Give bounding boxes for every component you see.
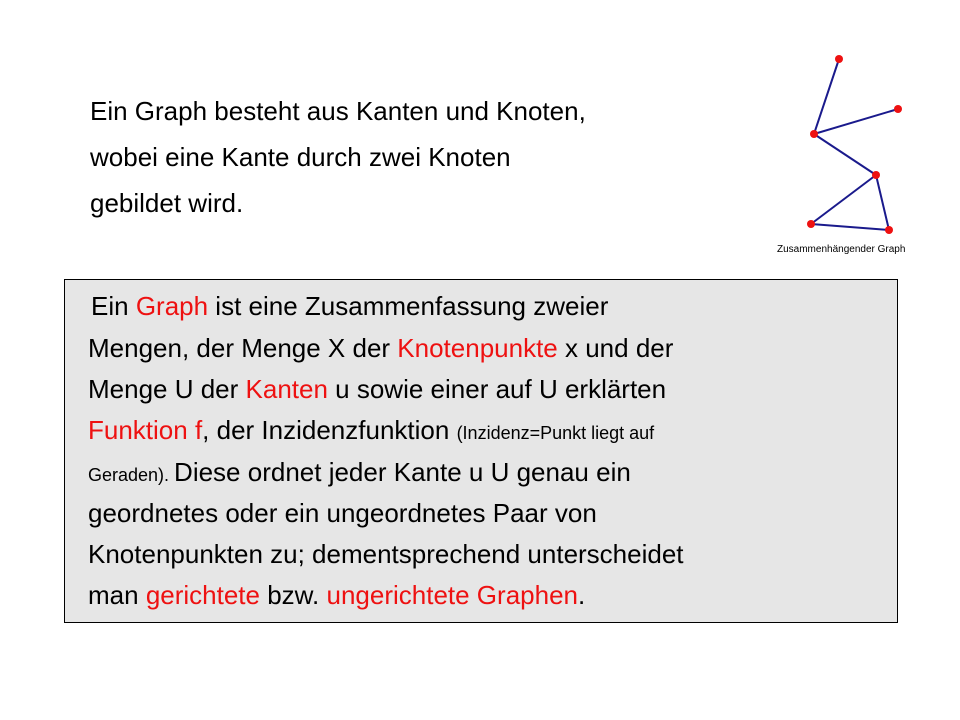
definition-box <box>64 279 898 623</box>
definition-line: Geraden). Diese ordnet jeder Kante u U genau ein <box>88 457 631 487</box>
graph-caption: Zusammenhängender Graph <box>777 244 906 255</box>
term-funktion: Funktion f <box>88 415 203 445</box>
graph-edge <box>876 175 889 230</box>
graph-edge <box>814 59 839 134</box>
graph-edge <box>814 109 898 134</box>
graph-edge <box>811 175 876 224</box>
connected-graph-figure <box>770 50 940 265</box>
graph-node <box>894 105 902 113</box>
definition-line: Funktion f, der Inzidenzfunktion (Inzidenz=Punkt liegt auf <box>88 415 655 445</box>
graph-edge <box>811 224 889 230</box>
definition-line: Knotenpunkten zu; dementsprechend unterscheidet <box>88 539 684 569</box>
intro-text <box>90 88 770 226</box>
graph-node <box>810 130 818 138</box>
intro-line: wobei eine Kante durch zwei Knoten <box>90 142 511 172</box>
term-knotenpunkte: Knotenpunkte <box>397 333 558 363</box>
graph-node <box>807 220 815 228</box>
term-graph: Graph <box>135 291 209 321</box>
intro-line: Ein Graph besteht aus Kanten und Knoten, <box>90 96 586 126</box>
graph-edge <box>814 134 876 175</box>
inzidenz-note: (Inzidenz=Punkt liegt auf <box>456 423 655 443</box>
definition-line: geordnetes oder ein ungeordnetes Paar von <box>88 498 597 528</box>
definition-line: man gerichtete bzw. ungerichtete Graphen. <box>88 580 586 610</box>
definition-line: Menge U der Kanten u sowie einer auf U erklärten <box>88 374 667 404</box>
graph-node <box>872 171 880 179</box>
inzidenz-note: Geraden). <box>88 465 175 485</box>
term-kanten: Kanten <box>245 374 328 404</box>
intro-line: gebildet wird. <box>90 188 244 218</box>
graph-node <box>835 55 843 63</box>
term-ungerichtete-graphen: ungerichtete Graphen <box>326 580 578 610</box>
definition-line: Mengen, der Menge X der Knotenpunkte x und der <box>88 333 674 363</box>
term-gerichtete: gerichtete <box>145 580 260 610</box>
graph-node <box>885 226 893 234</box>
definition-line: Ein Graph ist eine Zusammenfassung zweier <box>91 291 609 321</box>
